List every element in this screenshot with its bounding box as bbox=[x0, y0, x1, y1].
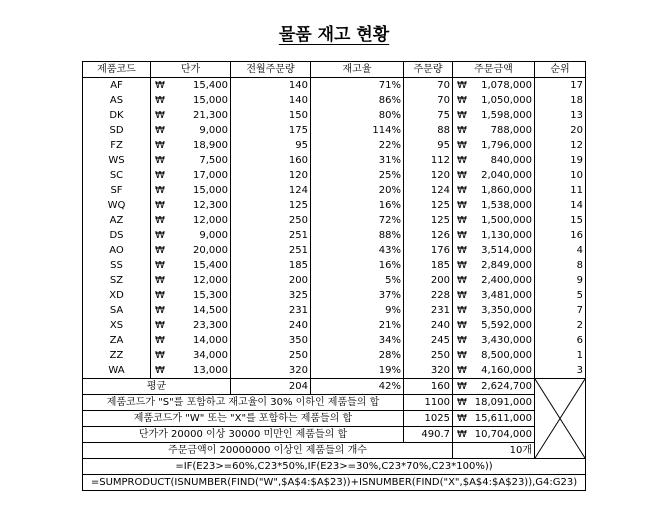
rank-cell[interactable]: 11 bbox=[535, 183, 586, 198]
summary-amount[interactable]: ₩ 10,704,000 bbox=[453, 427, 535, 443]
count-row bbox=[83, 443, 586, 459]
summary-qty[interactable]: 490.7 bbox=[404, 427, 453, 443]
order-amount-cell[interactable]: ₩ 4,160,000 bbox=[453, 363, 535, 379]
unit-price-cell[interactable]: ₩ 34,000 bbox=[151, 348, 231, 363]
product-code-cell[interactable]: DS bbox=[83, 228, 151, 243]
table-row bbox=[83, 213, 586, 228]
prev-order-cell[interactable]: 120 bbox=[231, 168, 311, 183]
sheet-title: 물품 재고 현황 bbox=[278, 25, 390, 45]
rank-cell[interactable]: 13 bbox=[535, 108, 586, 123]
product-code-cell[interactable]: WA bbox=[83, 363, 151, 379]
order-amount-cell[interactable]: ₩ 1,078,000 bbox=[453, 78, 535, 94]
crossed-out-cell[interactable] bbox=[535, 379, 586, 459]
product-code-cell[interactable]: SF bbox=[83, 183, 151, 198]
order-qty-cell[interactable]: 125 bbox=[404, 198, 453, 213]
prev-order-cell[interactable]: 150 bbox=[231, 108, 311, 123]
stock-rate-cell[interactable]: 71% bbox=[311, 78, 404, 94]
header-unit-price[interactable]: 단가 bbox=[151, 62, 231, 78]
summary-row bbox=[83, 395, 586, 411]
header-order-amount[interactable]: 주문금액 bbox=[453, 62, 535, 78]
rank-cell[interactable]: 14 bbox=[535, 198, 586, 213]
stock-rate-cell[interactable]: 88% bbox=[311, 228, 404, 243]
summary-label[interactable]: 단가가 20000 이상 30000 미만인 제품들의 합 bbox=[83, 427, 404, 443]
order-qty-cell[interactable]: 245 bbox=[404, 333, 453, 348]
prev-order-cell[interactable]: 250 bbox=[231, 348, 311, 363]
order-qty-cell[interactable]: 176 bbox=[404, 243, 453, 258]
table-row bbox=[83, 273, 586, 288]
summary-amount[interactable]: ₩ 18,091,000 bbox=[453, 395, 535, 411]
stock-rate-cell[interactable]: 19% bbox=[311, 363, 404, 379]
header-row bbox=[83, 62, 586, 78]
rank-cell[interactable]: 18 bbox=[535, 93, 586, 108]
order-qty-cell[interactable]: 70 bbox=[404, 78, 453, 94]
unit-price-cell[interactable]: ₩ 12,000 bbox=[151, 273, 231, 288]
prev-order-cell[interactable]: 160 bbox=[231, 153, 311, 168]
table-row bbox=[83, 93, 586, 108]
unit-price-cell[interactable]: ₩ 13,000 bbox=[151, 363, 231, 379]
rank-cell[interactable]: 10 bbox=[535, 168, 586, 183]
product-code-cell[interactable]: DK bbox=[83, 108, 151, 123]
unit-price-cell[interactable]: ₩ 12,000 bbox=[151, 213, 231, 228]
average-label[interactable]: 평균 bbox=[83, 379, 231, 395]
product-code-cell[interactable]: SC bbox=[83, 168, 151, 183]
order-amount-cell[interactable]: ₩ 1,538,000 bbox=[453, 198, 535, 213]
order-amount-cell[interactable]: ₩ 840,000 bbox=[453, 153, 535, 168]
table-row bbox=[83, 288, 586, 303]
rank-cell[interactable]: 17 bbox=[535, 78, 586, 94]
header-order-qty[interactable]: 주문량 bbox=[404, 62, 453, 78]
prev-order-cell[interactable]: 250 bbox=[231, 213, 311, 228]
order-qty-cell[interactable]: 228 bbox=[404, 288, 453, 303]
order-qty-cell[interactable]: 320 bbox=[404, 363, 453, 379]
rank-cell[interactable]: 16 bbox=[535, 228, 586, 243]
formula-text[interactable]: =SUMPRODUCT(ISNUMBER(FIND("W",$A$4:$A$23))+ISNUMBER(FIND("X",$A$4:$A$23)),G4:G23) bbox=[83, 475, 586, 491]
order-amount-cell[interactable]: ₩ 1,500,000 bbox=[453, 213, 535, 228]
prev-order-cell[interactable]: 140 bbox=[231, 93, 311, 108]
order-amount-cell[interactable]: ₩ 1,598,000 bbox=[453, 108, 535, 123]
order-qty-cell[interactable]: 124 bbox=[404, 183, 453, 198]
order-amount-cell[interactable]: ₩ 1,130,000 bbox=[453, 228, 535, 243]
table-row bbox=[83, 183, 586, 198]
stock-rate-cell[interactable]: 5% bbox=[311, 273, 404, 288]
order-amount-cell[interactable]: ₩ 5,592,000 bbox=[453, 318, 535, 333]
unit-price-cell[interactable]: ₩ 15,000 bbox=[151, 183, 231, 198]
average-rate[interactable]: 42% bbox=[311, 379, 404, 395]
unit-price-cell[interactable]: ₩ 14,500 bbox=[151, 303, 231, 318]
average-amount[interactable]: ₩ 2,624,700 bbox=[453, 379, 535, 395]
order-qty-cell[interactable]: 240 bbox=[404, 318, 453, 333]
product-code-cell[interactable]: XD bbox=[83, 288, 151, 303]
unit-price-cell[interactable]: ₩ 15,000 bbox=[151, 93, 231, 108]
order-amount-cell[interactable]: ₩ 1,050,000 bbox=[453, 93, 535, 108]
rank-cell[interactable]: 12 bbox=[535, 138, 586, 153]
unit-price-cell[interactable]: ₩ 17,000 bbox=[151, 168, 231, 183]
prev-order-cell[interactable]: 251 bbox=[231, 243, 311, 258]
order-amount-cell[interactable]: ₩ 1,860,000 bbox=[453, 183, 535, 198]
unit-price-cell[interactable]: ₩ 23,300 bbox=[151, 318, 231, 333]
stock-rate-cell[interactable]: 25% bbox=[311, 168, 404, 183]
product-code-cell[interactable]: SZ bbox=[83, 273, 151, 288]
rank-cell[interactable]: 20 bbox=[535, 123, 586, 138]
table-row bbox=[83, 348, 586, 363]
order-amount-cell[interactable]: ₩ 3,481,000 bbox=[453, 288, 535, 303]
header-rank[interactable]: 순위 bbox=[535, 62, 586, 78]
prev-order-cell[interactable]: 350 bbox=[231, 333, 311, 348]
table-row bbox=[83, 78, 586, 94]
product-code-cell[interactable]: AF bbox=[83, 78, 151, 94]
stock-rate-cell[interactable]: 16% bbox=[311, 198, 404, 213]
table-row bbox=[83, 363, 586, 379]
order-qty-cell[interactable]: 126 bbox=[404, 228, 453, 243]
summary-label[interactable]: 제품코드가 "W" 또는 "X"를 포함하는 제품들의 합 bbox=[83, 411, 404, 427]
table-row bbox=[83, 333, 586, 348]
rank-cell[interactable]: 1 bbox=[535, 348, 586, 363]
product-code-cell[interactable]: ZZ bbox=[83, 348, 151, 363]
order-amount-cell[interactable]: ₩ 2,040,000 bbox=[453, 168, 535, 183]
unit-price-cell[interactable]: ₩ 12,300 bbox=[151, 198, 231, 213]
stock-rate-cell[interactable]: 22% bbox=[311, 138, 404, 153]
order-qty-cell[interactable]: 185 bbox=[404, 258, 453, 273]
count-value[interactable]: 10개 bbox=[453, 443, 535, 459]
order-amount-cell[interactable]: ₩ 788,000 bbox=[453, 123, 535, 138]
unit-price-cell[interactable]: ₩ 15,400 bbox=[151, 78, 231, 94]
product-code-cell[interactable]: FZ bbox=[83, 138, 151, 153]
stock-rate-cell[interactable]: 16% bbox=[311, 258, 404, 273]
unit-price-cell[interactable]: ₩ 14,000 bbox=[151, 333, 231, 348]
prev-order-cell[interactable]: 125 bbox=[231, 198, 311, 213]
header-product-code[interactable]: 제품코드 bbox=[83, 62, 151, 78]
table-row bbox=[83, 168, 586, 183]
order-amount-cell[interactable]: ₩ 2,400,000 bbox=[453, 273, 535, 288]
summary-row bbox=[83, 411, 586, 427]
summary-qty[interactable]: 1025 bbox=[404, 411, 453, 427]
prev-order-cell[interactable]: 95 bbox=[231, 138, 311, 153]
table-row bbox=[83, 138, 586, 153]
stock-rate-cell[interactable]: 80% bbox=[311, 108, 404, 123]
table-row bbox=[83, 108, 586, 123]
cross-mark bbox=[535, 379, 585, 458]
stock-rate-cell[interactable]: 31% bbox=[311, 153, 404, 168]
table-row bbox=[83, 153, 586, 168]
product-code-cell[interactable]: ZA bbox=[83, 333, 151, 348]
table-row bbox=[83, 303, 586, 318]
order-amount-cell[interactable]: ₩ 8,500,000 bbox=[453, 348, 535, 363]
rank-cell[interactable]: 7 bbox=[535, 303, 586, 318]
product-code-cell[interactable]: AZ bbox=[83, 213, 151, 228]
product-code-cell[interactable]: WS bbox=[83, 153, 151, 168]
unit-price-cell[interactable]: ₩ 9,000 bbox=[151, 123, 231, 138]
prev-order-cell[interactable]: 175 bbox=[231, 123, 311, 138]
product-code-cell[interactable]: XS bbox=[83, 318, 151, 333]
summary-label[interactable]: 제품코드가 "S"를 포함하고 재고율이 30% 이하인 제품들의 합 bbox=[83, 395, 404, 411]
average-qty[interactable]: 160 bbox=[404, 379, 453, 395]
product-code-cell[interactable]: WQ bbox=[83, 198, 151, 213]
inventory-table bbox=[82, 61, 586, 491]
rank-cell[interactable]: 19 bbox=[535, 153, 586, 168]
table-row bbox=[83, 123, 586, 138]
unit-price-cell[interactable]: ₩ 18,900 bbox=[151, 138, 231, 153]
stock-rate-cell[interactable]: 43% bbox=[311, 243, 404, 258]
order-qty-cell[interactable]: 112 bbox=[404, 153, 453, 168]
stock-rate-cell[interactable]: 20% bbox=[311, 183, 404, 198]
stock-rate-cell[interactable]: 9% bbox=[311, 303, 404, 318]
unit-price-cell[interactable]: ₩ 7,500 bbox=[151, 153, 231, 168]
average-prev[interactable]: 204 bbox=[231, 379, 311, 395]
prev-order-cell[interactable]: 231 bbox=[231, 303, 311, 318]
product-code-cell[interactable]: AS bbox=[83, 93, 151, 108]
unit-price-cell[interactable]: ₩ 20,000 bbox=[151, 243, 231, 258]
unit-price-cell[interactable]: ₩ 21,300 bbox=[151, 108, 231, 123]
average-row bbox=[83, 379, 586, 395]
unit-price-cell[interactable]: ₩ 9,000 bbox=[151, 228, 231, 243]
rank-cell[interactable]: 5 bbox=[535, 288, 586, 303]
formula-row bbox=[83, 459, 586, 475]
prev-order-cell[interactable]: 320 bbox=[231, 363, 311, 379]
table-row bbox=[83, 228, 586, 243]
product-code-cell[interactable]: SA bbox=[83, 303, 151, 318]
stock-rate-cell[interactable]: 21% bbox=[311, 318, 404, 333]
order-amount-cell[interactable]: ₩ 3,350,000 bbox=[453, 303, 535, 318]
order-qty-cell[interactable]: 75 bbox=[404, 108, 453, 123]
order-qty-cell[interactable]: 125 bbox=[404, 213, 453, 228]
formula-text[interactable]: =IF(E23>=60%,C23*50%,IF(E23>=30%,C23*70%,C23*100%)) bbox=[83, 459, 586, 475]
stock-rate-cell[interactable]: 86% bbox=[311, 93, 404, 108]
order-qty-cell[interactable]: 200 bbox=[404, 273, 453, 288]
summary-amount[interactable]: ₩ 15,611,000 bbox=[453, 411, 535, 427]
table-row bbox=[83, 318, 586, 333]
rank-cell[interactable]: 6 bbox=[535, 333, 586, 348]
summary-row bbox=[83, 427, 586, 443]
header-prev-order[interactable]: 전월주문량 bbox=[231, 62, 311, 78]
unit-price-cell[interactable]: ₩ 15,300 bbox=[151, 288, 231, 303]
order-qty-cell[interactable]: 250 bbox=[404, 348, 453, 363]
prev-order-cell[interactable]: 251 bbox=[231, 228, 311, 243]
order-qty-cell[interactable]: 231 bbox=[404, 303, 453, 318]
product-code-cell[interactable]: SS bbox=[83, 258, 151, 273]
formula-row bbox=[83, 475, 586, 491]
count-label[interactable]: 주문금액이 20000000 이상인 제품들의 개수 bbox=[83, 443, 453, 459]
product-code-cell[interactable]: AO bbox=[83, 243, 151, 258]
rank-cell[interactable]: 15 bbox=[535, 213, 586, 228]
header-stock-rate[interactable]: 재고율 bbox=[311, 62, 404, 78]
table-row bbox=[83, 198, 586, 213]
order-amount-cell[interactable]: ₩ 1,796,000 bbox=[453, 138, 535, 153]
prev-order-cell[interactable]: 200 bbox=[231, 273, 311, 288]
prev-order-cell[interactable]: 325 bbox=[231, 288, 311, 303]
rank-cell[interactable]: 4 bbox=[535, 243, 586, 258]
unit-price-cell[interactable]: ₩ 15,400 bbox=[151, 258, 231, 273]
prev-order-cell[interactable]: 140 bbox=[231, 78, 311, 94]
prev-order-cell[interactable]: 185 bbox=[231, 258, 311, 273]
stock-rate-cell[interactable]: 72% bbox=[311, 213, 404, 228]
order-amount-cell[interactable]: ₩ 3,514,000 bbox=[453, 243, 535, 258]
product-code-cell[interactable]: SD bbox=[83, 123, 151, 138]
summary-qty[interactable]: 1100 bbox=[404, 395, 453, 411]
prev-order-cell[interactable]: 240 bbox=[231, 318, 311, 333]
stock-rate-cell[interactable]: 37% bbox=[311, 288, 404, 303]
table-row bbox=[83, 258, 586, 273]
prev-order-cell[interactable]: 124 bbox=[231, 183, 311, 198]
order-amount-cell[interactable]: ₩ 3,430,000 bbox=[453, 333, 535, 348]
stock-rate-cell[interactable]: 34% bbox=[311, 333, 404, 348]
rank-cell[interactable]: 2 bbox=[535, 318, 586, 333]
table-row bbox=[83, 243, 586, 258]
order-qty-cell[interactable]: 95 bbox=[404, 138, 453, 153]
order-qty-cell[interactable]: 88 bbox=[404, 123, 453, 138]
rank-cell[interactable]: 9 bbox=[535, 273, 586, 288]
stock-rate-cell[interactable]: 28% bbox=[311, 348, 404, 363]
rank-cell[interactable]: 3 bbox=[535, 363, 586, 379]
order-qty-cell[interactable]: 120 bbox=[404, 168, 453, 183]
order-amount-cell[interactable]: ₩ 2,849,000 bbox=[453, 258, 535, 273]
order-qty-cell[interactable]: 70 bbox=[404, 93, 453, 108]
rank-cell[interactable]: 8 bbox=[535, 258, 586, 273]
stock-rate-cell[interactable]: 114% bbox=[311, 123, 404, 138]
